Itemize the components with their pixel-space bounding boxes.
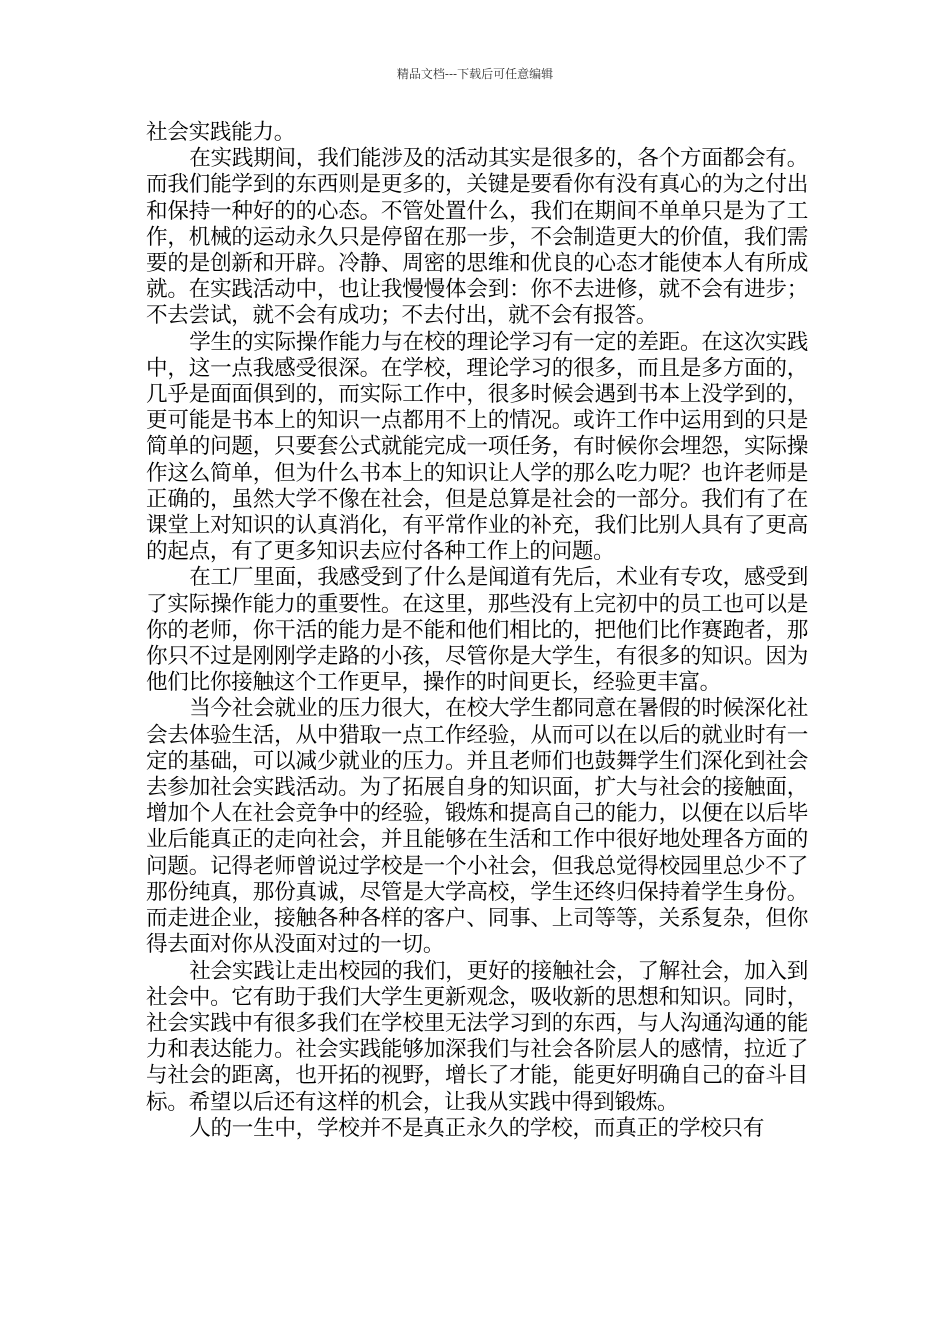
paragraph-continuation: 社会实践能力。 (146, 120, 296, 145)
paragraph: 在工厂里面，我感受到了什么是闻道有先后，术业有专攻，感受到了实际操作能力的重要性。在这里，那些没有上完初中的员工也可以是你的老师，你干活的能力是不能和他们相比的，把他们比作赛跑者，那你只不过是刚刚学走路的小孩，尽管你是大学生，有很多的知识。因为他们比你接触这个工作更早，操作的时间更长，经验更丰富。 (146, 565, 808, 696)
paragraph: 人的一生中，学校并不是真正永久的学校，而真正的学校只有 (189, 1115, 765, 1141)
paragraph: 在实践期间，我们能涉及的活动其实是很多的，各个方面都会有。而我们能学到的东西则是更多的，关键是要看你有没有真心的为之付出和保持一种好的的心态。不管处置什么，我们在期间不单单只是为了工作，机械的运动永久只是停留在那一步，不会制造更大的价值，我们需要的是创新和开辟。冷静、周密的思维和优良的心态才能使本人有所成就。在实践活动中，也让我慢慢体会到：你不去进修，就不会有进步；不去尝试，就不会有成功；不去付出，就不会有报答。 (146, 146, 808, 329)
paragraph: 学生的实际操作能力与在校的理论学习有一定的差距。在这次实践中，这一点我感受很深。在学校，理论学习的很多，而且是多方面的，几乎是面面俱到的，而实际工作中，很多时候会遇到书本上没学到的，更可能是书本上的知识一点都用不上的情况。或许工作中运用到的只是简单的问题，只要套公式就能完成一项任务，有时候你会埋怨，实际操作这么简单，但为什么书本上的知识让人学的那么吃力呢？也许老师是正确的，虽然大学不像在社会，但是总算是社会的一部分。我们有了在课堂上对知识的认真消化，有平常作业的补充，我们比别人具有了更高的起点，有了更多知识去应付各种工作上的问题。 (146, 329, 808, 565)
paragraph: 当今社会就业的压力很大，在校大学生都同意在暑假的时候深化社会去体验生活，从中猎取一点工作经验，从而可以在以后的就业时有一定的基础，可以减少就业的压力。并且老师们也鼓舞学生们深化到社会去参加社会实践活动。为了拓展自身的知识面，扩大与社会的接触面，增加个人在社会竞争中的经验，锻炼和提高自己的能力，以便在以后毕业后能真正的走向社会，并且能够在生活和工作中很好地处理各方面的问题。记得老师曾说过学校是一个小社会，但我总觉得校园里总少不了那份纯真，那份真诚，尽管是大学高校，学生还终归保持着学生身份。而走进企业，接触各种各样的客户、同事、上司等等，关系复杂，但你得去面对你从没面对过的一切。 (146, 696, 808, 958)
paragraph: 社会实践让走出校园的我们，更好的接触社会，了解社会，加入到社会中。它有助于我们大学生更新观念，吸收新的思想和知识。同时，社会实践中有很多我们在学校里无法学习到的东西，与人沟通沟通的能力和表达能力。社会实践能够加深我们与社会各阶层人的感情，拉近了与社会的距离，也开拓的视野，增长了才能，能更好明确自己的奋斗目标。希望以后还有这样的机会，让我从实践中得到锻炼。 (146, 958, 808, 1115)
page-header: 精品文档---下载后可任意编辑 (396, 67, 554, 81)
document-body (146, 120, 808, 1142)
